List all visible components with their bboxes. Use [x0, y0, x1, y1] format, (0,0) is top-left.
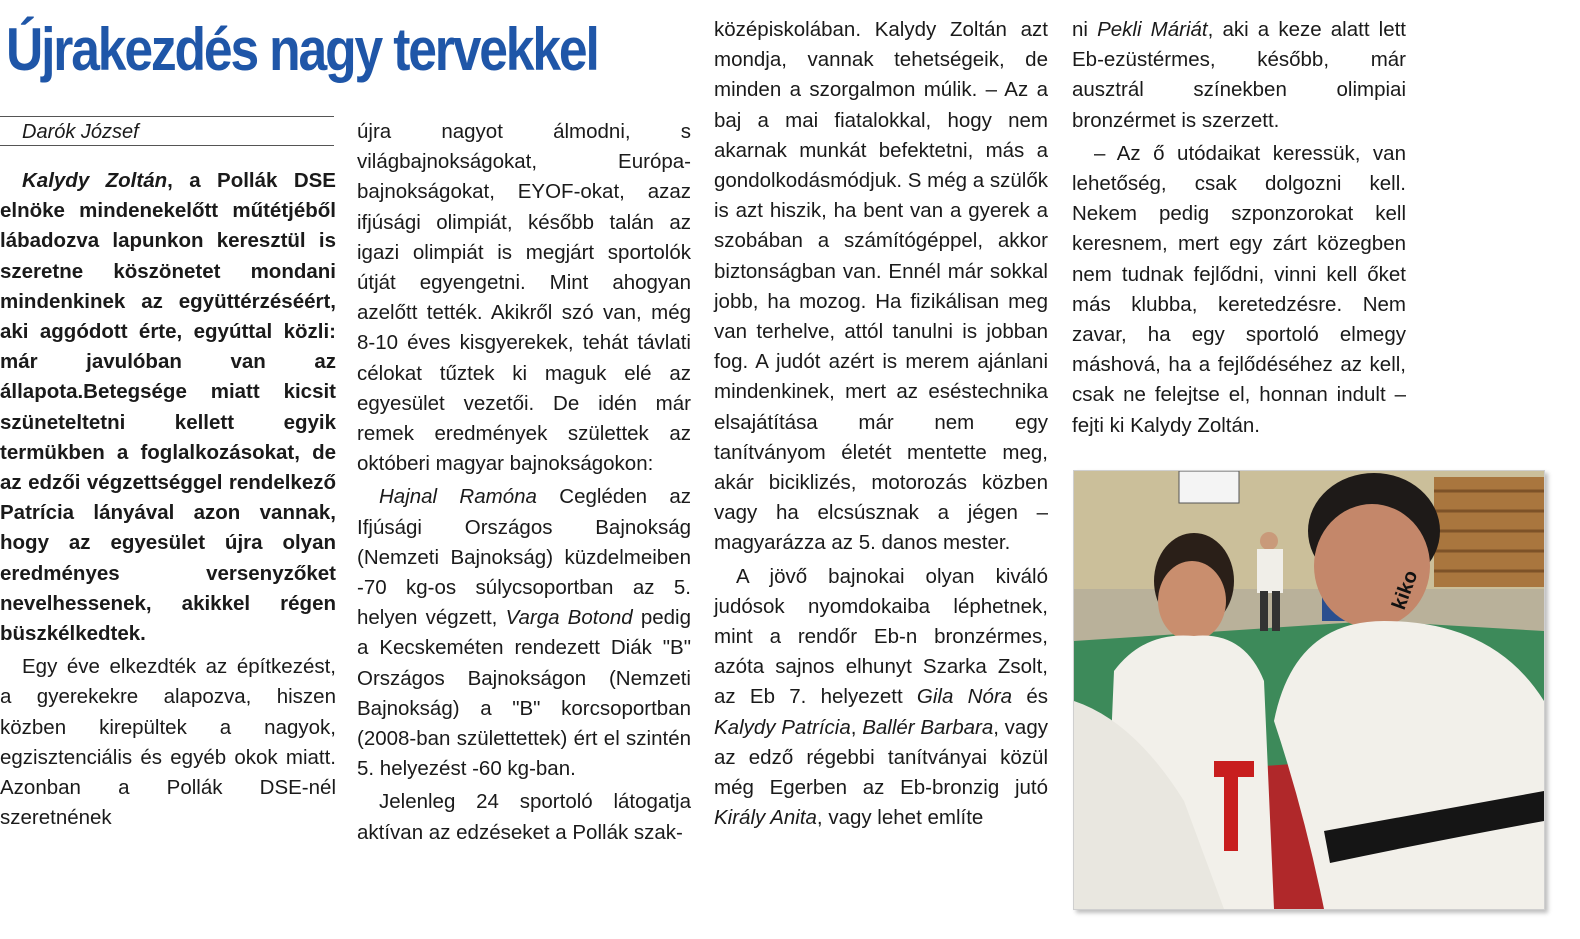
body-paragraph-4 — [714, 562, 1048, 834]
body-text: Cegléden az Ifjúsági Országos Bajnokság (Nemzeti Bajnokság) küzdelmeiben -70 kg-os súlycsoportban az 5. helyen végzett, — [357, 485, 691, 630]
body-paragraph-5: – Az ő utódaikat keressük, van lehetőség, csak dolgozni kell. Nekem pedig szponzorokat kell keresnem, mert egy zárt közegben nem tudnak fejlődni, vinni kell őket más klubba, keretedzésre. Nem zavar, ha egy sportoló elmegy máshová, ha a fejlődéséhez az kell, csak ne felejtse el, honnan indult – fejti ki Kalydy Zoltán. — [1072, 141, 1406, 437]
gi-logo: kiko — [1388, 567, 1423, 613]
lead-paragraph — [0, 166, 336, 649]
athlete-name: Kalydy Patrícia — [714, 715, 851, 739]
headline: Újrakezdés nagy tervekkel — [6, 16, 598, 83]
column-2 — [357, 117, 691, 851]
lead-text: , a Pollák DSE elnöke mindenekelőtt műtétjéből lábadozva lapunkon keresztül is szeretne köszönetet mondani mindenkinek az együttérzéséért, aki aggódott érte, egyúttal közli: már javulóban van az állapota.Betegsége miatt kicsit szüneteltetni kellett egyik termükben a foglalkozásokat, de az edzői végzettséggel rendelkező Patrícia lányával azon vannak, hogy az egyesület újra olyan eredményes versenyzőket nevelhessenek, akikkel régen büszkélkedtek. — [0, 169, 336, 646]
athlete-name: Varga Botond — [505, 606, 633, 630]
column-3 — [714, 15, 1048, 836]
basketball-board — [1179, 471, 1239, 503]
column-1-text — [0, 166, 336, 836]
column-2-text — [357, 117, 691, 848]
body-text: A jövő bajnokai olyan kiváló judósok nyomdokaiba léphetnek, mint a rendőr Eb-n bronzérmes, azóta sajnos elhunyt Szarka Zsolt, az Eb 7. helyezett — [714, 564, 1048, 709]
body-paragraph-3-cont: középiskolában. Kalydy Zoltán azt mondja, vannak tehetségeik, de minden a szorgalmon múlik. – Az a baj a mai fiatalokkal, hogy nem akarnak munkát befektetni, más a gondolkodásmódjuk. S még a szülők is azt hiszik, ha bent van a gyerek a szobában a számítógéppel, akkor biztonságban van. Ennél már sokkal jobb, ha mozog. Ha fizikálisan meg van terhelve, attól tanulni is jobban fog. A judót azért is merem ajánlani mindenkinek, mert az eséstechnika elsajátítása már nem egy tanítványom életét mentette meg, akár biciklizés, motorozás közben vagy ha elcsúsznak a jégen – magyarázza az 5. danos mester. — [714, 18, 1048, 555]
body-paragraph-3-start: Jelenleg 24 sportoló látogatja aktívan az edzéseket a Pollák szak- — [357, 790, 691, 844]
athlete-name: Pekli Máriát — [1097, 18, 1208, 41]
athlete-name: Ballér Barbara — [862, 715, 994, 739]
body-text: , vagy az edző régebbi tanítványai közül még Egerben az Eb-bronzig jutó — [714, 715, 1048, 800]
body-paragraph-1-start: Egy éve elkezdték az építkezést, a gyerekekre alapozva, hiszen közben kirepültek a nagyok, egzisztenciális és egyéb okok miatt. Azonban a Pollák DSE-nél szeretnének — [0, 655, 336, 830]
body-paragraph-4-cont — [1072, 15, 1406, 136]
body-text: , aki a keze alatt lett Eb-ezüstérmes, később, már ausztrál színekben olimpiai bronzérmet is szerzett. — [1072, 18, 1406, 132]
athlete-name: Hajnal Ramóna — [379, 485, 537, 509]
body-text: ni — [1072, 18, 1098, 41]
column-3-text — [714, 15, 1048, 833]
body-text: és — [1012, 685, 1048, 709]
body-text: , vagy lehet említe — [816, 806, 984, 830]
judo-training-illustration — [1074, 471, 1544, 909]
column-4 — [1072, 15, 1406, 444]
body-text: , — [850, 715, 863, 739]
athlete-name: Gila Nóra — [916, 685, 1013, 709]
body-paragraph-2 — [357, 482, 691, 784]
body-text: pedig a Kecskeméten rendezett Diák "B" Országos Bajnokságon (Nemzeti Bajnokság) a "B" korcsoportban (2008-ban születtettek) ért el szintén 5. helyezést -60 kg-ban. — [357, 606, 691, 781]
author: Darók József — [22, 121, 139, 143]
column-4-text — [1072, 15, 1406, 441]
athlete-name: Király Anita — [714, 806, 817, 830]
byline — [0, 116, 334, 146]
body-paragraph-1-cont: újra nagyot álmodni, s világbajnokságokat, Európa-bajnokságokat, EYOF-okat, azaz ifjúsági olimpiát, később talán az igazi olimpiát is megjárt sportolók útját egyengetni. Mint ahogyan azelőtt tették. Akikről szó van, még 8-10 éves kisgyerekek, tehát távlati célokat tűztek ki maguk elé az egyesület vezetői. De idén már remek eredmények születtek az októberi magyar bajnokságokon: — [357, 120, 691, 476]
lead-name: Kalydy Zoltán — [22, 169, 168, 192]
judo-photo — [1073, 470, 1545, 910]
